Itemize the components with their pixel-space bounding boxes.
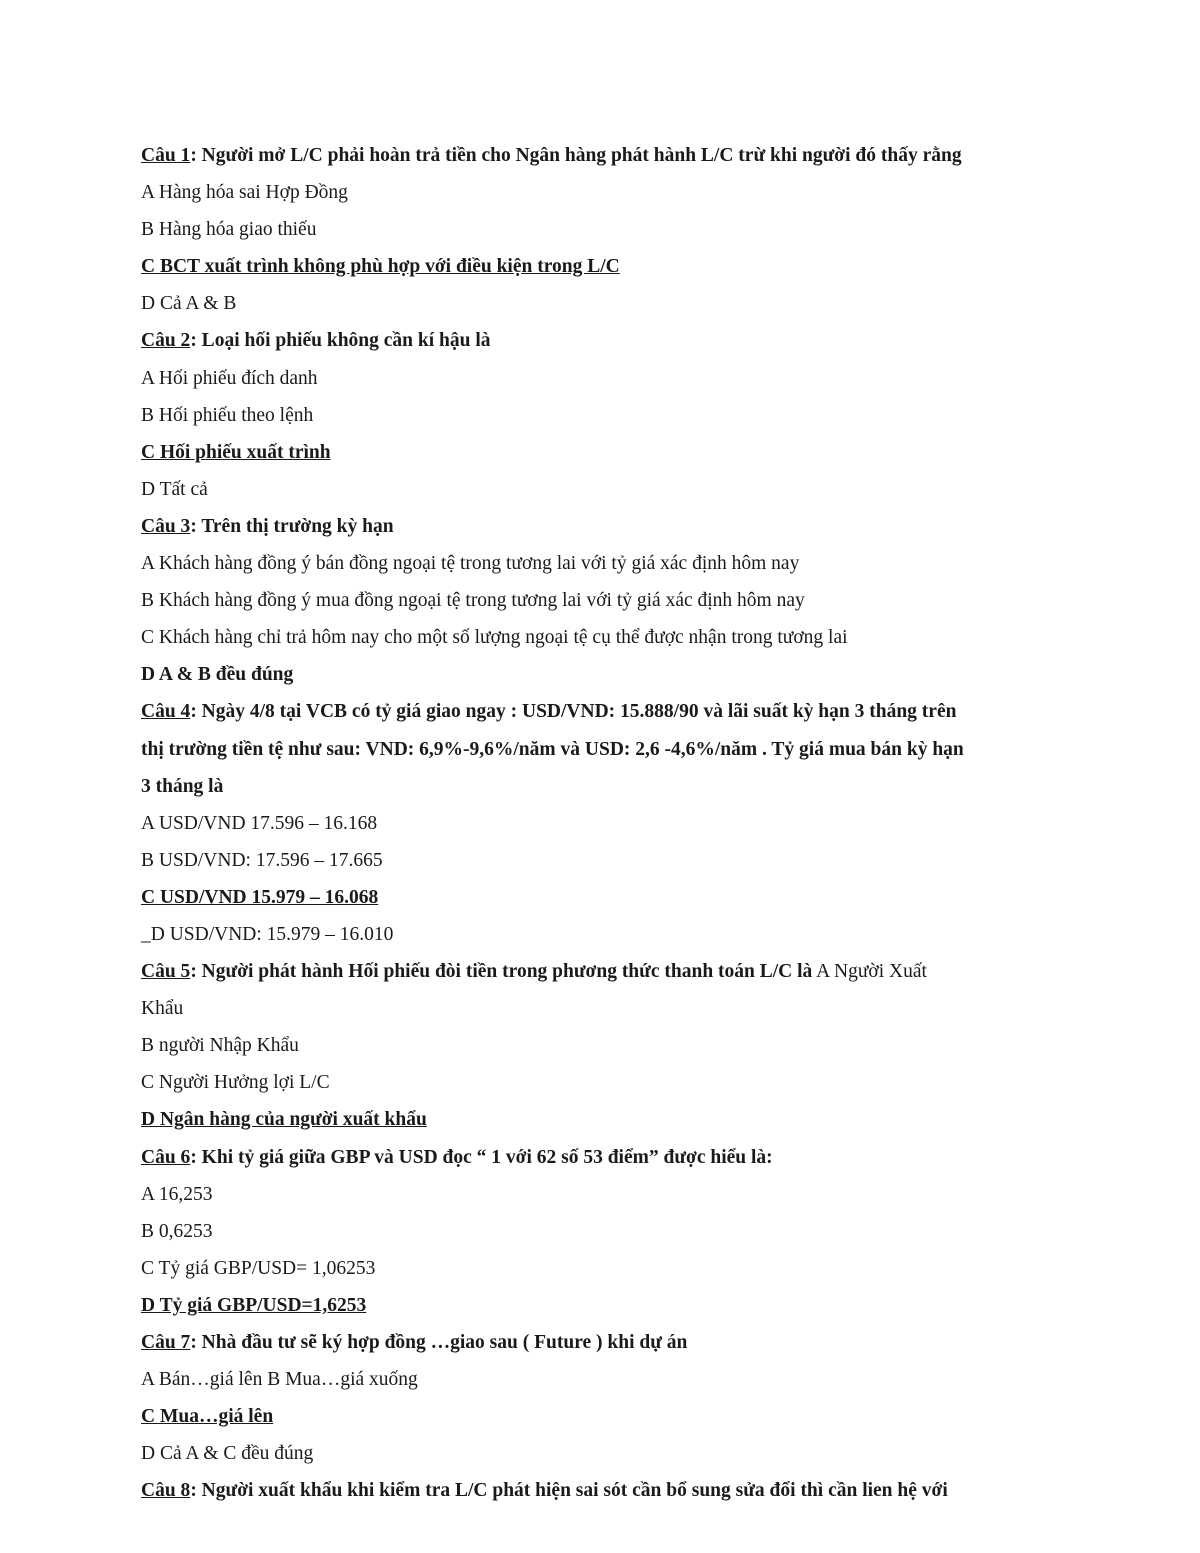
q4-option-a: A USD/VND 17.596 – 16.168 bbox=[141, 812, 378, 834]
question-7-text: : Nhà đầu tư sẽ ký hợp đồng …giao sau ( Future ) khi dự án bbox=[190, 1332, 688, 1353]
question-4 bbox=[141, 693, 1061, 730]
question-5-text-line1: : Người phát hành Hối phiếu đòi tiền trong phương thức thanh toán L/C là bbox=[190, 961, 813, 983]
q5-option-c: C Người Hưởng lợi L/C bbox=[141, 1072, 330, 1094]
question-4-text-line2: thị trường tiền tệ như sau: VND: 6,9%-9,6%/năm và USD: 2,6 -4,6%/năm . Tỷ giá mua bán kỳ hạn bbox=[141, 738, 964, 760]
q4-option-b: B USD/VND: 17.596 – 17.665 bbox=[141, 849, 383, 871]
q2-option-a: A Hối phiếu đích danh bbox=[141, 367, 318, 389]
q5-option-b: B người Nhập Khẩu bbox=[141, 1035, 299, 1057]
q3-option-c: C Khách hàng chỉ trả hôm nay cho một số lượng ngoại tệ cụ thể được nhận trong tương lai bbox=[141, 627, 848, 649]
q7-option-c-answer: C Mua…giá lên bbox=[141, 1406, 274, 1428]
q1-option-c-answer: C BCT xuất trình không phù hợp với điều kiện trong L/C bbox=[141, 256, 620, 278]
question-3 bbox=[141, 508, 1061, 545]
question-1 bbox=[141, 137, 1061, 174]
question-6-label: Câu 6 bbox=[141, 1146, 191, 1168]
q6-option-b: B 0,6253 bbox=[141, 1220, 213, 1242]
q1-option-a: A Hàng hóa sai Hợp Đồng bbox=[141, 182, 348, 204]
q2-option-b: B Hối phiếu theo lệnh bbox=[141, 404, 314, 426]
question-4-text-line1: : Ngày 4/8 tại VCB có tỷ giá giao ngay : USD/VND: 15.888/90 và lãi suất kỳ hạn 3 tháng trên bbox=[190, 701, 957, 723]
question-8 bbox=[141, 1472, 1061, 1509]
q3-option-a: A Khách hàng đồng ý bán đồng ngoại tệ trong tương lai với tỷ giá xác định hôm nay bbox=[141, 553, 800, 575]
question-1-label: Câu 1 bbox=[141, 145, 191, 166]
question-2 bbox=[141, 322, 1061, 359]
q5-option-a-continued: Khẩu bbox=[141, 998, 184, 1020]
q2-option-c-answer: C Hối phiếu xuất trình bbox=[141, 441, 331, 463]
q3-option-d-answer: D A & B đều đúng bbox=[141, 664, 294, 686]
question-4-text-line3: 3 tháng là bbox=[141, 775, 224, 797]
question-4-label: Câu 4 bbox=[141, 701, 191, 723]
question-3-text: : Trên thị trường kỳ hạn bbox=[190, 515, 394, 537]
question-7-label: Câu 7 bbox=[141, 1332, 191, 1353]
question-5 bbox=[141, 953, 1061, 990]
q7-option-d: D Cả A & C đều đúng bbox=[141, 1443, 314, 1465]
question-6 bbox=[141, 1139, 1061, 1176]
q4-option-d-text: D USD/VND: 15.979 – 16.010 bbox=[150, 923, 394, 945]
question-2-text: : Loại hối phiếu không cần kí hậu là bbox=[190, 330, 491, 352]
q2-option-d: D Tất cả bbox=[141, 478, 208, 500]
question-7 bbox=[141, 1324, 1061, 1361]
question-8-label: Câu 8 bbox=[141, 1480, 191, 1502]
question-2-label: Câu 2 bbox=[141, 330, 191, 352]
question-6-text: : Khi tỷ giá giữa GBP và USD đọc “ 1 với 62 số 53 điểm” được hiểu là: bbox=[190, 1146, 773, 1168]
q5-option-a-inline: A Người Xuất bbox=[812, 961, 927, 983]
question-1-text: : Người mở L/C phải hoàn trả tiền cho Ngân hàng phát hành L/C trừ khi người đó thấy rằng bbox=[190, 145, 962, 166]
question-3-label: Câu 3 bbox=[141, 515, 191, 537]
question-5-label: Câu 5 bbox=[141, 961, 191, 983]
q4-option-d-mark: _ bbox=[141, 923, 151, 945]
document-content bbox=[141, 137, 1061, 1509]
q6-option-c: C Tỷ giá GBP/USD= 1,06253 bbox=[141, 1257, 376, 1279]
q3-option-b: B Khách hàng đồng ý mua đồng ngoại tệ trong tương lai với tỷ giá xác định hôm nay bbox=[141, 590, 805, 612]
question-8-text: : Người xuất khẩu khi kiểm tra L/C phát hiện sai sót cần bổ sung sửa đổi thì cần lien hệ với bbox=[190, 1480, 948, 1502]
q5-option-d-answer: D Ngân hàng của người xuất khẩu bbox=[141, 1109, 427, 1131]
q6-option-a: A 16,253 bbox=[141, 1183, 213, 1205]
q4-option-c-answer: C USD/VND 15.979 – 16.068 bbox=[141, 886, 379, 908]
q1-option-b: B Hàng hóa giao thiếu bbox=[141, 219, 317, 241]
q1-option-d: D Cả A & B bbox=[141, 293, 237, 315]
q7-option-ab: A Bán…giá lên B Mua…giá xuống bbox=[141, 1369, 418, 1391]
q6-option-d-answer: D Tỷ giá GBP/USD=1,6253 bbox=[141, 1294, 367, 1316]
q4-option-d bbox=[141, 916, 1061, 953]
